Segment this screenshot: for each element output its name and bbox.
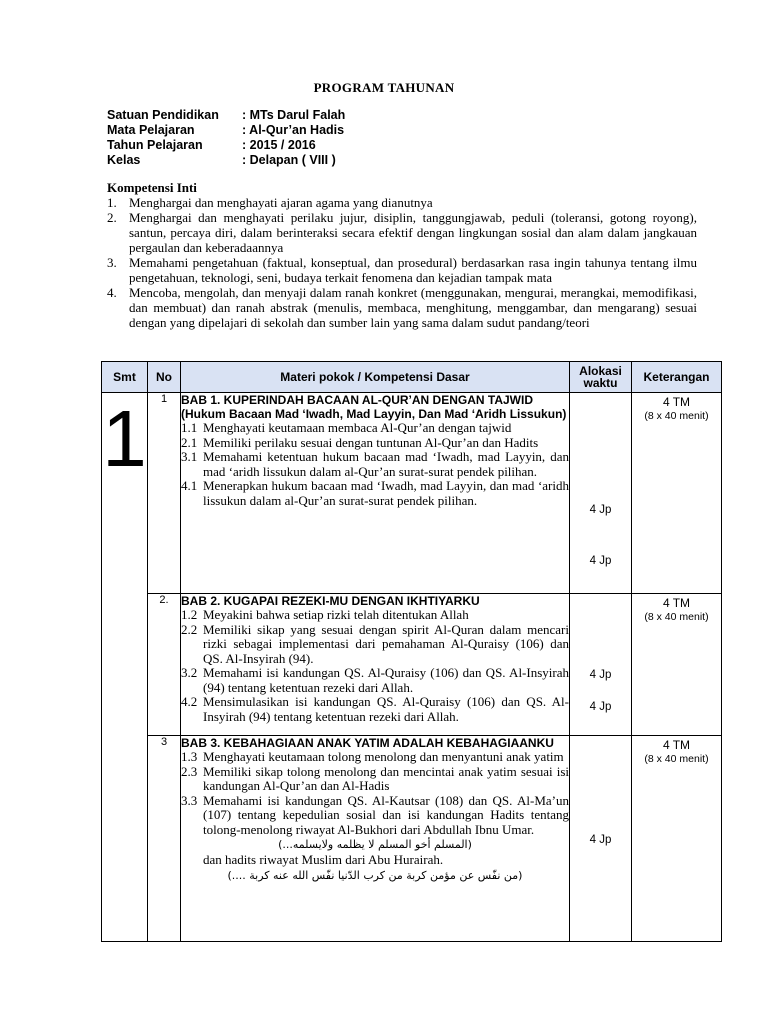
list-item-number: 4. bbox=[107, 285, 117, 300]
alokasi-value: 4 Jp bbox=[589, 834, 612, 846]
kd-text: Meyakini bahwa setiap rizki telah ditentukan Allah bbox=[203, 607, 469, 622]
meta-row bbox=[107, 138, 345, 153]
meta-value: : MTs Darul Falah bbox=[242, 108, 346, 122]
alokasi-value: 4 Jp bbox=[589, 669, 612, 681]
kd-text: Memahami isi kandungan QS. Al-Kautsar (108) dan QS. Al-Ma’un (107) tentang kepedulian sosial dan isi kandungan Hadits tentang tolong-menolong riwayat Al-Bukhori dari Abdullah Ibnu Umar. bbox=[203, 792, 569, 837]
list-item bbox=[107, 285, 697, 330]
semester-cell: 1 bbox=[102, 393, 148, 942]
row-number: 1 bbox=[148, 393, 181, 594]
kd-item bbox=[181, 666, 569, 695]
kd-number: 3.3 bbox=[181, 792, 198, 808]
tatap-muka: 4 TM bbox=[662, 395, 691, 409]
alokasi-value: 4 Jp bbox=[589, 701, 612, 713]
alokasi-cell bbox=[570, 594, 632, 736]
menit-detail: (8 x 40 menit) bbox=[644, 611, 709, 623]
meta-row bbox=[107, 108, 345, 123]
kd-item bbox=[181, 750, 569, 765]
list-item-number: 3. bbox=[107, 255, 117, 270]
table-row bbox=[102, 594, 722, 736]
kd-number: 4.2 bbox=[181, 694, 198, 709]
arabic-hadith-text: (من نفّس عن مؤمن كربة من كرب الدّنيا نفّس الله عنه كربة ....) bbox=[227, 868, 523, 882]
header-keterangan: Keterangan bbox=[632, 362, 722, 393]
page-title: PROGRAM TAHUNAN bbox=[313, 80, 455, 95]
list-item-text: Menghargai dan menghayati perilaku jujur, disiplin, tanggungjawab, peduli (toleransi, gotong royong), santun, percaya diri, dalam berinteraksi secara efektif dengan lingkungan sosial dan alam dalam jangkauan pergaulan dan keberadaannya bbox=[129, 210, 697, 255]
kd-number: 2.2 bbox=[181, 621, 198, 637]
list-item-text: Mencoba, mengolah, dan menyaji dalam ranah konkret (menggunakan, mengurai, merangkai, memodifikasi, dan membuat) dan ranah abstrak (menulis, membaca, menghitung, menggambar, dan mengarang) sesuai dengan yang dipelajari di sekolah dan sumber lain yang sama dalam sudut pandang/teori bbox=[129, 285, 697, 330]
kd-item bbox=[181, 695, 569, 724]
menit-detail: (8 x 40 menit) bbox=[644, 410, 709, 422]
hadith-note: dan hadits riwayat Muslim dari Abu Hurairah. bbox=[203, 852, 444, 867]
list-item-text: Menghargai dan menghayati ajaran agama yang dianutnya bbox=[129, 195, 433, 210]
keterangan-cell bbox=[632, 736, 722, 942]
kd-item bbox=[181, 623, 569, 667]
alokasi-cell bbox=[570, 736, 632, 942]
kd-text: Memahami ketentuan hukum bacaan mad ‘Iwadh, mad Layyin, dan mad ‘aridh lissukun dalam al-Qur’an surat-surat pendek pilihan. bbox=[203, 449, 569, 479]
header-smt: Smt bbox=[102, 362, 148, 393]
list-item bbox=[107, 195, 697, 210]
kd-item bbox=[181, 608, 569, 623]
keterangan-cell bbox=[632, 393, 722, 594]
table-row bbox=[102, 393, 722, 594]
bab-subtitle-line: (Hukum Bacaan Mad ‘Iwadh, Mad Layyin, Dan Mad ‘Aridh Lissukun) bbox=[181, 407, 567, 421]
alokasi-value: 4 Jp bbox=[589, 555, 612, 567]
alokasi-cell bbox=[570, 393, 632, 594]
tatap-muka: 4 TM bbox=[662, 738, 691, 752]
arabic-hadith-text: (المسلم أخو المسلم لا يظلمه ولايسلمه...) bbox=[278, 838, 472, 851]
menit-detail: (8 x 40 menit) bbox=[644, 753, 709, 765]
row-number: 2. bbox=[148, 594, 181, 736]
list-item-text: Memahami pengetahuan (faktual, konseptual, dan prosedural) berdasarkan rasa ingin tahunya tentang ilmu pengetahuan, teknologi, seni, budaya terkait fenomena dan kejadian tampak mata bbox=[129, 255, 697, 285]
kd-item bbox=[181, 479, 569, 508]
header-alokasi-line2: waktu bbox=[583, 376, 618, 390]
document-meta bbox=[107, 108, 345, 168]
bab-title-line: BAB 1. KUPERINDAH BACAAN AL-QUR’AN DENGAN TAJWID bbox=[181, 393, 533, 407]
kd-item bbox=[181, 794, 569, 838]
header-materi: Materi pokok / Kompetensi Dasar bbox=[181, 362, 570, 393]
meta-value: : Delapan ( VIII ) bbox=[242, 153, 336, 167]
kd-number: 3.2 bbox=[181, 665, 198, 680]
kd-number: 2.3 bbox=[181, 763, 198, 779]
kd-number: 4.1 bbox=[181, 478, 198, 493]
materi-cell bbox=[181, 736, 570, 942]
bab-title: BAB 3. KEBAHAGIAAN ANAK YATIM ADALAH KEBAHAGIAANKU bbox=[181, 736, 554, 750]
kd-item bbox=[181, 436, 569, 451]
kd-text: Memahami isi kandungan QS. Al-Quraisy (106) dan QS. Al-Insyirah (94) tentang ketentuan rezeki dari Allah. bbox=[203, 665, 569, 695]
table-row bbox=[102, 736, 722, 942]
kompetensi-inti-list bbox=[107, 195, 697, 330]
meta-label: Tahun Pelajaran bbox=[107, 138, 203, 152]
header-alokasi-line1: Alokasi bbox=[579, 364, 622, 378]
list-item bbox=[107, 255, 697, 285]
materi-cell bbox=[181, 594, 570, 736]
table-header-row bbox=[102, 362, 722, 393]
kompetensi-inti-title: Kompetensi Inti bbox=[107, 180, 197, 195]
meta-row bbox=[107, 153, 345, 168]
alokasi-value: 4 Jp bbox=[589, 504, 612, 516]
row-number: 3 bbox=[148, 736, 181, 942]
header-alokasi bbox=[570, 362, 632, 393]
kd-number: 1.3 bbox=[181, 749, 198, 764]
kd-text: Menghayati keutamaan membaca Al-Qur’an dengan tajwid bbox=[203, 420, 512, 435]
kd-item bbox=[181, 765, 569, 794]
kd-number: 2.1 bbox=[181, 434, 198, 450]
tatap-muka: 4 TM bbox=[662, 596, 691, 610]
list-item bbox=[107, 210, 697, 255]
meta-value: : 2015 / 2016 bbox=[242, 138, 316, 152]
program-table bbox=[101, 361, 722, 942]
kompetensi-inti bbox=[107, 180, 697, 330]
kd-item bbox=[181, 421, 569, 436]
kd-text: Mensimulasikan isi kandungan QS. Al-Quraisy (106) dan QS. Al-Insyirah (94) tentang ketentuan rezeki dari Allah. bbox=[203, 694, 569, 724]
kd-text: Memiliki sikap tolong menolong dan mencintai anak yatim sesuai isi kandungan Al-Qur’an dan Al-Hadis bbox=[203, 763, 569, 793]
header-no: No bbox=[148, 362, 181, 393]
bab-title bbox=[181, 393, 569, 421]
meta-row bbox=[107, 123, 345, 138]
list-item-number: 1. bbox=[107, 195, 117, 210]
kd-text: Memiliki perilaku sesuai dengan tuntunan Al-Qur’an dan Hadits bbox=[203, 434, 539, 450]
meta-value: : Al-Qur’an Hadis bbox=[242, 123, 345, 137]
kd-number: 1.1 bbox=[181, 420, 198, 435]
kd-number: 1.2 bbox=[181, 607, 198, 622]
meta-label: Kelas bbox=[107, 153, 141, 167]
keterangan-cell bbox=[632, 594, 722, 736]
kd-item bbox=[181, 450, 569, 479]
list-item-number: 2. bbox=[107, 210, 117, 225]
meta-label: Mata Pelajaran bbox=[107, 123, 195, 137]
bab-title: BAB 2. KUGAPAI REZEKI-MU DENGAN IKHTIYARKU bbox=[181, 594, 480, 608]
materi-cell bbox=[181, 393, 570, 594]
kd-text: Menerapkan hukum bacaan mad ‘Iwadh, mad Layyin, dan mad ‘aridh lissukun dalam al-Qur’an surat-surat pendek pilihan. bbox=[203, 478, 569, 508]
meta-label: Satuan Pendidikan bbox=[107, 108, 219, 122]
kd-text: Menghayati keutamaan tolong menolong dan menyantuni anak yatim bbox=[203, 749, 564, 764]
kd-number: 3.1 bbox=[181, 449, 198, 464]
kd-text: Memiliki sikap yang sesuai dengan spirit Al-Quran dalam mencari rizki sebagai implementasi dari pemahaman Al-Quraisy (106) dan QS. Al-Insyirah (94). bbox=[203, 621, 569, 666]
